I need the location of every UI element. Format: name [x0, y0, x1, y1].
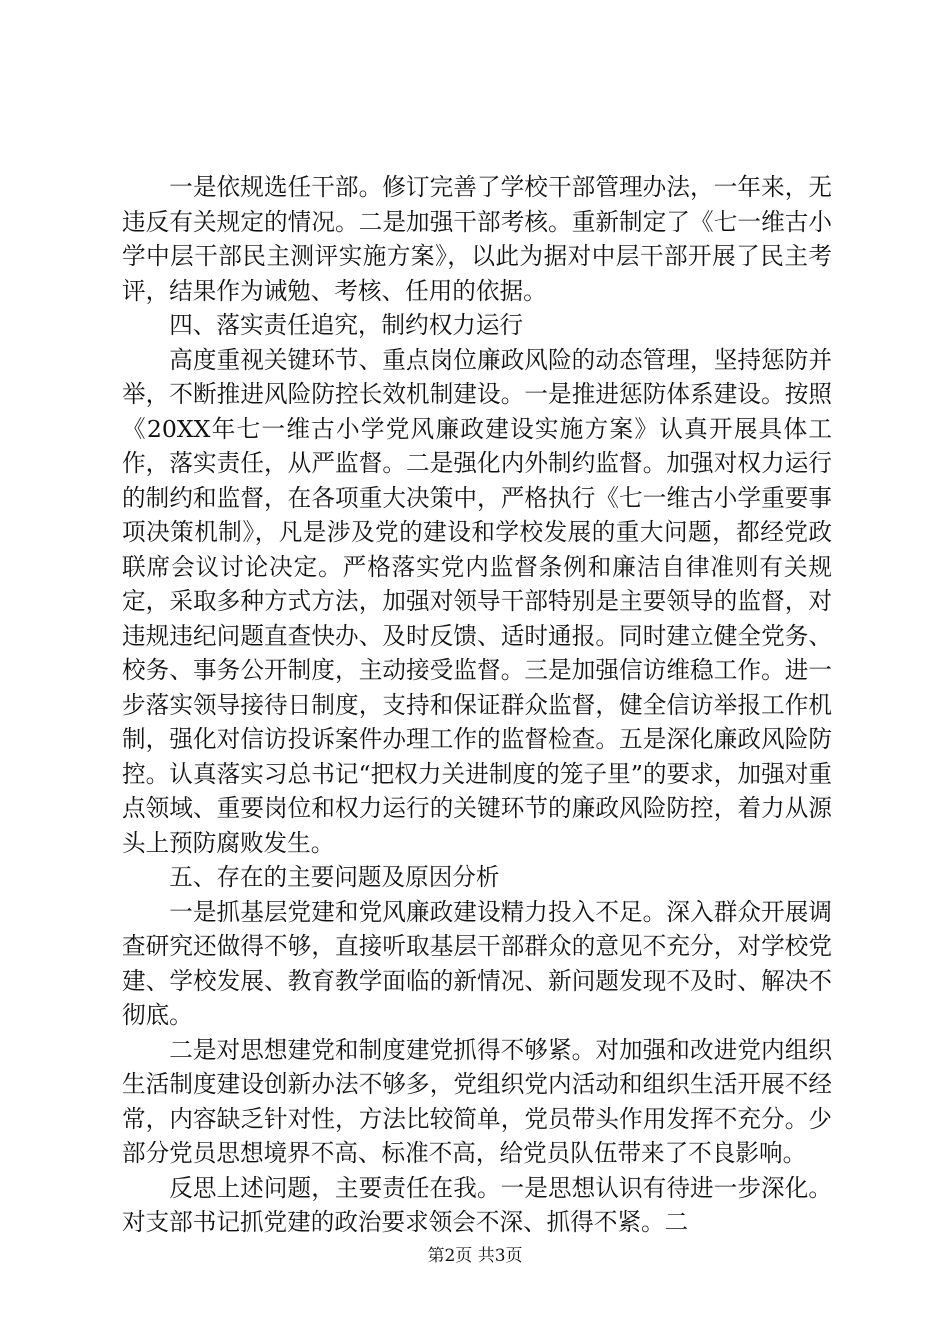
- paragraph-problem-2: 二是对思想建党和制度建党抓得不够紧。对加强和改进党内组织生活制度建设创新办法不够多，党组织党内活动和组织生活开展不经常，内容缺乏针对性，方法比较简单，党员带头作用发挥不充分。少部分党员思想境界不高、标准不高，给党员队伍带来了不良影响。: [122, 1035, 832, 1167]
- paragraph-problem-1: 一是抓基层党建和党风廉政建设精力投入不足。深入群众开展调查研究还做得不够，直接听取基层干部群众的意见不充分，对学校党建、学校发展、教育教学面临的新情况、新问题发现不及时、解决不彻底。: [122, 897, 832, 1029]
- page-footer: 第2页 共3页: [427, 1246, 523, 1266]
- paragraph-accountability: 高度重视关键环节、重点岗位廉政风险的动态管理，坚持惩防并举，不断推进风险防控长效机制建设。一是推进惩防体系建设。按照《20XX年七一维古小学党风廉政建设实施方案》认真开展具体工作，落实责任，从严监督。二是强化内外制约监督。加强对权力运行的制约和监督，在各项重大决策中，严格执行《七一维古小学重要事项决策机制》，凡是涉及党的建设和学校发展的重大问题，都经党政联席会议讨论决定。严格落实党内监督条例和廉洁自律准则有关规定，采取多种方式方法，加强对领导干部特别是主要领导的监督，对违规违纪问题直查快办、及时反馈、适时通报。同时建立健全党务、校务、事务公开制度，主动接受监督。三是加强信访维稳工作。进一步落实领导接待日制度，支持和保证群众监督，健全信访举报工作机制，强化对信访投诉案件办理工作的监督检查。五是深化廉政风险防控。认真落实习总书记“把权力关进制度的笼子里”的要求，加强对重点领域、重要岗位和权力运行的关键环节的廉政风险防控，着力从源头上预防腐败发生。: [122, 345, 832, 857]
- section-heading-5: 五、存在的主要问题及原因分析: [169, 863, 500, 891]
- paragraph-reflection: 反思上述问题，主要责任在我。一是思想认识有待进一步深化。对支部书记抓党建的政治要求领会不深、抓得不紧。二: [122, 1173, 832, 1236]
- paragraph-cadre-selection: 一是依规选任干部。修订完善了学校干部管理办法，一年来，无违反有关规定的情况。二是加强干部考核。重新制定了《七一维古小学中层干部民主测评实施方案》，以此为据对中层干部开展了民主考评，结果作为诫勉、考核、任用的依据。: [122, 173, 832, 305]
- section-heading-4: 四、落实责任追究，制约权力运行: [169, 311, 524, 339]
- document-body: [122, 170, 832, 1240]
